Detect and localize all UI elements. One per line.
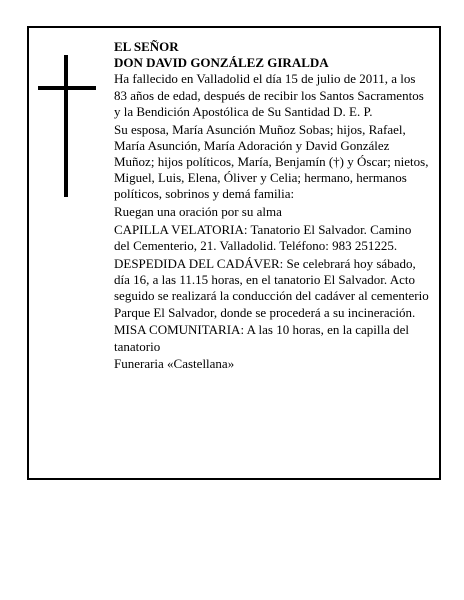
cross-horizontal-bar <box>38 86 96 90</box>
title-line-2: DON DAVID GONZÁLEZ GIRALDA <box>114 55 329 71</box>
funeral-home: Funeraria «Castellana» <box>114 356 235 372</box>
chapel-info: CAPILLA VELATORIA: Tanatorio El Salvador. Camino del Cementerio, 21. Valladolid. Teléfono: 983 251225. <box>114 222 412 254</box>
death-notice: Ha fallecido en Valladolid el día 15 de julio de 2011, a los 83 años de edad, después de recibir los Santos Sacramentos y la Bendición Apostólica de Su Santidad D. E. P. <box>114 71 424 119</box>
farewell-info: DESPEDIDA DEL CADÁVER: Se celebrará hoy sábado, día 16, a las 11.15 horas, en el tanatorio El Salvador. Acto seguido se realizará la conducción del cadáver al cementerio Parque El Salvador, donde se procederá a su incineración. <box>114 256 429 320</box>
obituary-text <box>114 39 430 374</box>
title-line-1: EL SEÑOR <box>114 39 179 54</box>
mass-info: MISA COMUNITARIA: A las 10 horas, en la capilla del tanatorio <box>114 322 410 354</box>
family-list: Su esposa, María Asunción Muñoz Sobas; hijos, Rafael, María Asunción, María Adoración y David González Muñoz; hijos políticos, María, Benjamín (†) y Óscar; nietos, Miguel, Luis, Elena, Óliver y Celia; hermano, hermanos políticos, sobrinos y demá familia: <box>114 121 429 202</box>
cross-vertical-bar <box>64 55 68 197</box>
prayer-request: Ruegan una oración por su alma <box>114 204 282 220</box>
